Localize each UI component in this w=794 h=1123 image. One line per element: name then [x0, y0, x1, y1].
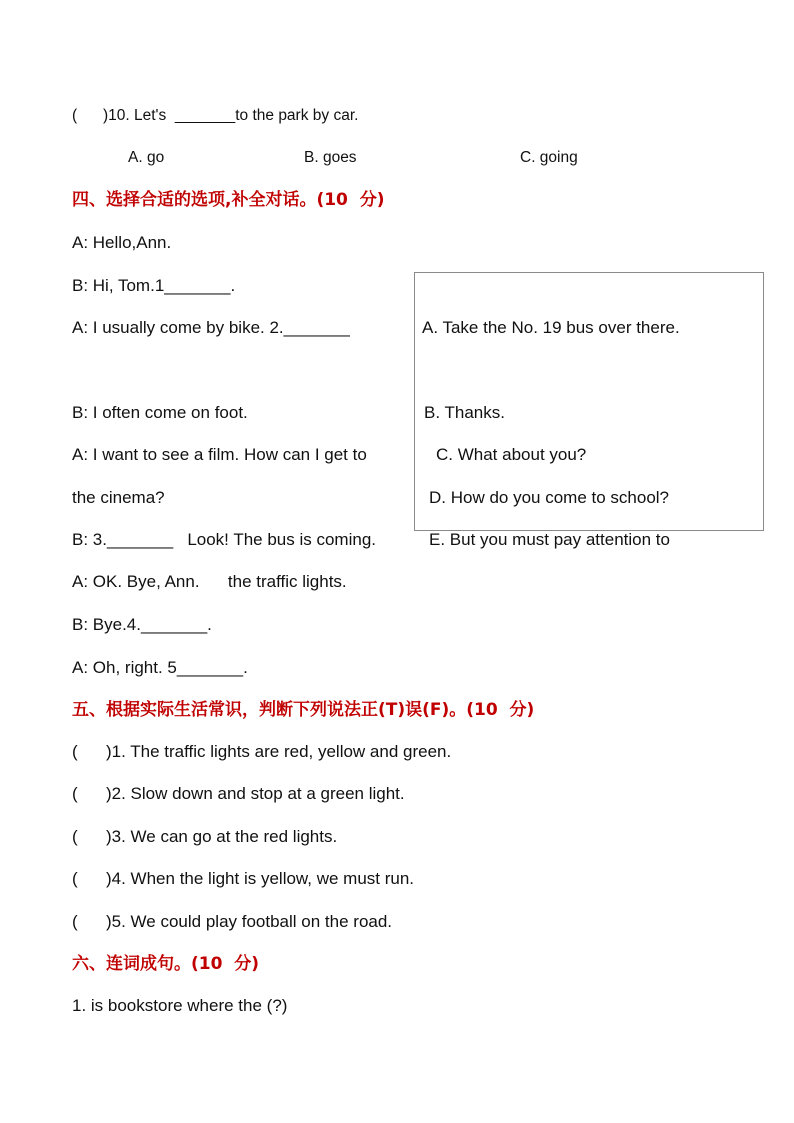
dialogue-line-9: B: Bye.4._______. — [72, 615, 212, 634]
dialogue-line-10: A: Oh, right. 5_______. — [72, 658, 248, 677]
box-option-a: A. Take the No. 19 bus over there. — [422, 318, 680, 337]
question-10-option-b: B. goes — [304, 149, 357, 166]
section-5-heading: 五、根据实际生活常识，判断下列说法正(T)误(F)。(10 分) — [72, 700, 535, 720]
box-option-e: E. But you must pay attention to — [429, 530, 670, 549]
dialogue-line-1: A: Hello,Ann. — [72, 233, 172, 252]
judgement-item-5: ( )5. We could play football on the road. — [72, 912, 393, 931]
judgement-item-2: ( )2. Slow down and stop at a green light. — [72, 784, 405, 803]
dialogue-line-3: A: I usually come by bike. 2._______ — [72, 318, 350, 337]
judgement-item-4: ( )4. When the light is yellow, we must run. — [72, 869, 415, 888]
dialogue-line-5: A: I want to see a film. How can I get to — [72, 445, 367, 464]
dialogue-line-7: B: 3._______ Look! The bus is coming. — [72, 530, 376, 549]
question-10-option-a: A. go — [128, 149, 165, 166]
question-10-stem: ( )10. Let's _______to the park by car. — [72, 107, 359, 124]
section-6-heading: 六、连词成句。(10 分) — [72, 954, 260, 974]
judgement-item-1: ( )1. The traffic lights are red, yellow and green. — [72, 742, 452, 761]
question-10-option-c: C. going — [520, 149, 578, 166]
box-option-c: C. What about you? — [436, 445, 587, 464]
section-4-heading: 四、选择合适的选项,补全对话。(10 分) — [72, 190, 385, 210]
dialogue-line-6: the cinema? — [72, 488, 165, 507]
judgement-item-3: ( )3. We can go at the red lights. — [72, 827, 338, 846]
dialogue-line-2: B: Hi, Tom.1_______. — [72, 276, 236, 295]
box-option-d: D. How do you come to school? — [429, 488, 670, 507]
dialogue-line-8: A: OK. Bye, Ann. the traffic lights. — [72, 572, 347, 591]
box-option-b: B. Thanks. — [424, 403, 505, 422]
word-order-item-1: 1. is bookstore where the (?) — [72, 996, 288, 1015]
dialogue-line-4: B: I often come on foot. — [72, 403, 248, 422]
